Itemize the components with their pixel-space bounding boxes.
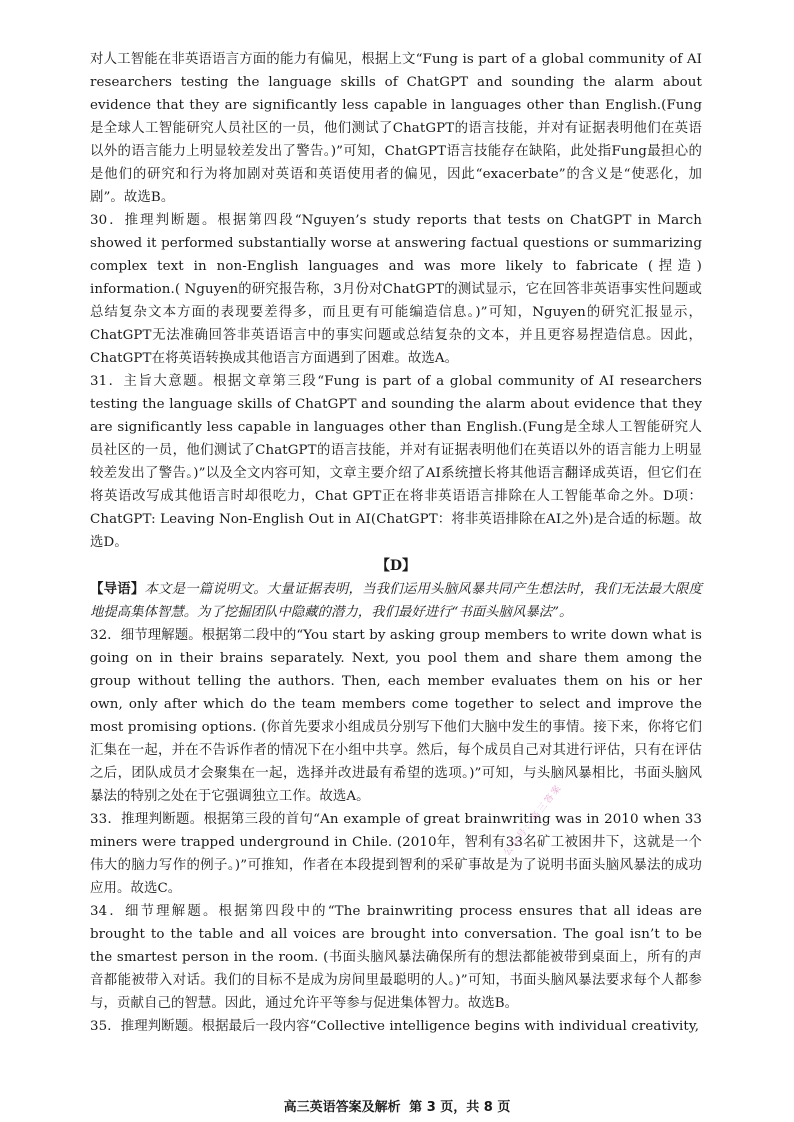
paragraph-q33: 33．推理判断题。根据第三段的首句“An example of great brainwriting was in 2010 when 33 miners were trapped underground in Chile. (2010年，智利有33名矿工被困井下，这就是一个伟大的脑力写作的例子。)”可推知，作者在本段提到智利的采矿事故是为了说明书面头脑风暴法的成功应用。故选C。 (90, 812, 702, 896)
paragraph-q35: 35．推理判断题。根据最后一段内容“Collective intelligence begins with individual creativity, (90, 1019, 700, 1034)
guide-tag: 【导语】 (90, 581, 145, 597)
page-footer (0, 1096, 794, 1115)
page-body (90, 48, 702, 1038)
paragraph-q31: 31．主旨大意题。根据文章第三段“Fung is part of a global community of AI researchers testing the language skills of ChatGPT and sounding the alarm about evidence that they are significantly less capable in languages other than English.(Fung是全球人工智能研究人员社区的一员，他们测试了ChatGPT的语言技能，并对有证据表明他们在英语以外的语言能力上明显较差发出了警告。)”以及全文内容可知，文章主要介绍了AI系统擅长将其他语言翻译成英语，但它们在将英语改写成其他语言时却很吃力，Chat GPT正在将非英语语言排除在人工智能革命之外。D项：ChatGPT: Leaving Non-English Out in AI(ChatGPT：将非英语排除在AI之外)是合适的标题。故选D。 (90, 374, 702, 550)
footer-page-info: 第 3 页，共 8 页 (409, 1100, 511, 1115)
paragraph-q32: 32．细节理解题。根据第二段中的“You start by asking group members to write down what is going on in their brains separately. Next, you pool them and share them among the group without telling the authors. Then, each member evaluates them on his or her own, only after which do the team members come together to select and improve the most promising options. (你首先要求小组成员分别写下他们大脑中发生的事情。接下来，你将它们汇集在一起，并在不告诉作者的情况下在小组中共享。然后，每个成员自己对其进行评估，只有在评估之后，团队成员才会聚集在一起，选择并改进最有希望的选项。)”可知，与头脑风暴相比，书面头脑风暴法的特别之处在于它强调独立工作。故选A。 (90, 628, 702, 804)
paragraph-q34: 34．细节理解题。根据第四段中的“The brainwriting process ensures that all ideas are brought to the table and all voices are brought into conversation. The goal isn’t to be the smartest person in the room. (书面头脑风暴法确保所有的想法都能被带到桌面上，所有的声音都能被带入对话。我们的目标不是成为房间里最聪明的人。)”可知，书面头脑风暴法要求每个人都参与，贡献自己的智慧。因此，通过允许平等参与促进集体智力。故选B。 (90, 904, 702, 1011)
guide-text: 本文是一篇说明文。大量证据表明，当我们运用头脑风暴共同产生想法时，我们无法最大限度地提高集体智慧。为了挖掘团队中隐藏的潜力，我们最好进行“书面头脑风暴法”。 (90, 582, 702, 620)
watermark-stamp: 公众号：高三答案 (502, 782, 565, 859)
guide-paragraph (90, 578, 702, 624)
footer-title: 高三英语答案及解析 (283, 1100, 401, 1115)
section-heading-d: 【D】 (375, 558, 417, 574)
paragraph-q29-continued: 对人工智能在非英语语言方面的能力有偏见，根据上文“Fung is part of a global community of AI researchers testing the language skills of ChatGPT and sounding the alarm about evidence that they are significantly less capable in languages other than English.(Fung是全球人工智能研究人员社区的一员，他们测试了ChatGPT的语言技能，并对有证据表明他们在英语以外的语言能力上明显较差发出了警告。)”可知，ChatGPT语言技能存在缺陷，此处指Fung最担心的是他们的研究和行为将加剧对英语和英语使用者的偏见，因此“exacerbate”的含义是“使恶化，加剧”。故选B。 (90, 52, 702, 205)
paragraph-q30: 30．推理判断题。根据第四段“Nguyen’s study reports that tests on ChatGPT in March showed it performed substantially worse at answering factual questions or summarizing complex text in non-English languages and was more likely to fabricate (捏造) information.( Nguyen的研究报告称，3月份对ChatGPT的测试显示，它在回答非英语事实性问题或总结复杂文本方面的表现要差得多，而且更有可能编造信息。)”可知，Nguyen的研究汇报显示，ChatGPT无法准确回答非英语语言中的事实问题或总结复杂的文本，并且更容易捏造信息。因此，ChatGPT在将英语转换成其他语言方面遇到了困难。故选A。 (90, 213, 702, 366)
